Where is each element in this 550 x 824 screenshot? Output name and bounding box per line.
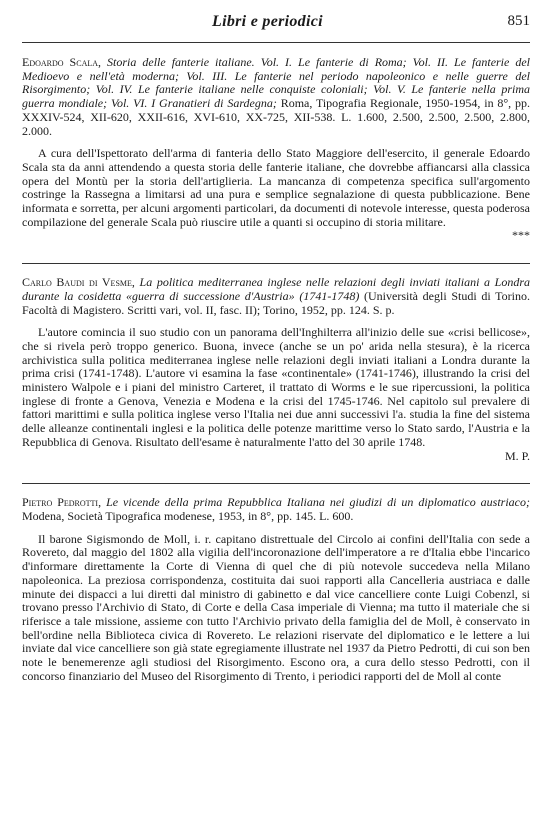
review-title: La politica mediterranea inglese nelle relazioni degli inviati italiani a Londra durante la cosidetta «guerra di successione d'Austria» (1741-1748): [22, 275, 530, 303]
separator-rule: [22, 483, 530, 484]
review-body: Il barone Sigismondo de Moll, i. r. capitano distrettuale del Circolo ai confini dell'Italia con sede a Rovereto, dal maggio del 1802 alla vigilia dell'incoronazione dell'imperatore a re d'Italia ebbe l'incarico d'informare direttamente la Corte di Vienna di quel che di più notevole succedeva nella Milano napoleonica. La preziosa corrispondenza, costituita dai suoi rapporti alla Cancelleria austriaca e dalle minute dei dispacci a lui diretti dal ministro di gabinetto e dal vice cancelliere conte Luigi Cobenzl, si trovano presso l'Archivio di Stato, di Corte e della Casa imperiale di Vienna; ma tutto il materiale che si riferisce a tale missione, assieme con tutto l'Archivio privato della famiglia del de Moll, è conservato in bell'ordine nella Biblioteca civica di Rovereto. Le relazioni riservate del diplomatico e le lettere a lui inviate dal vice cancelliere son già state egregiamente illustrate nel 1937 da Pietro Pedrotti, di cui son ben note le benemerenze agli studiosi del Risorgimento. Escono ora, a cura dello stesso Pedrotti, con il concorso finanziario del Museo del Risorgimento di Trento, i periodici rapporti del de Moll al conte: [22, 531, 530, 683]
citation: [22, 56, 530, 138]
review-publication: Roma, Tipografia Regionale, 1950-1954, in 8°, pp. XXXIV-524, XII-620, XXII-616, XVI-610, XX-725, XII-538. L. 1.600, 2.500, 2.500, 2.500, 2.800, 2.000.: [22, 96, 530, 138]
header-rule: [22, 42, 530, 43]
review-title: Le vicende della prima Repubblica Italiana nei giudizi di un diplomatico austriaco;: [106, 495, 530, 510]
citation: [22, 496, 530, 523]
citation: [22, 276, 530, 317]
review-title: Storia delle fanterie italiane. Vol. I. Le fanterie di Roma; Vol. II. Le fanterie del Medioevo e nell'età moderna; Vol. III. Le fanterie nel periodo napoleonico e nelle guerre del Risorgimento; Vol. IV. Le fanterie italiane nelle conquiste coloniali; Vol. V. Le fanterie nella prima guerra mondiale; Vol. VI. I Granatieri di Sardegna;: [22, 55, 531, 111]
page-header: [22, 10, 530, 32]
separator-rule: [22, 263, 530, 264]
review-author: Pietro Pedrotti,: [22, 495, 102, 510]
review-publication: (Università degli Studi di Torino. Facoltà di Magistero. Scritti vari, vol. II, fasc. II); Torino, 1952, pp. 124. S. p.: [22, 288, 531, 317]
page: [22, 10, 530, 683]
review-signature: M. P.: [504, 448, 530, 463]
review-signature: ***: [512, 228, 530, 243]
review-baudi-di-vesme: [22, 276, 530, 463]
review-body: A cura dell'Ispettorato dell'arma di fanteria dello Stato Maggiore dell'esercito, il generale Edoardo Scala sta da anni attendendo a questa storia delle fanterie italiane, che dovrebbe affiancarsi alla classica opera del Montù per la storia dell'artiglieria. La mancanza di competenza specifica sull'argomento costringe la Rassegna a limitarsi ad una pura e semplice segnalazione di questa pubblicazione. Bene informata e sorretta, per alcuni argomenti particolari, da documenti di notevole interesse, questa poderosa compilazione del generale Scala può riuscire utile a quanti si occupino di storia militare.: [22, 146, 530, 229]
section-title: Libri e periodici: [212, 13, 323, 30]
review-author: Edoardo Scala,: [22, 55, 102, 69]
review-publication: Modena, Società Tipografica modenese, 1953, in 8°, pp. 145. L. 600.: [22, 508, 354, 523]
review-body: L'autore comincia il suo studio con un panorama dell'Inghilterra all'inizio delle sue «crisi bellicose», che si rivela però troppo generico. Buona, invece (anche se un po' arida nella stesura), è la ricerca archivistica sulla politica mediterranea inglese nelle relazioni degli inviati italiani a Londra durante la prima crisi (1741-1748). L'autore vi esamina la fase «continentale» (1741-1746), illustrando la crisi del ministero Walpole e i piani del ministro Carteret, il trattato di Worms e le sue ripercussioni, la politica inglese di fronte a Genova, Venezia e Modena e la crisi del 1745-1746. Nel capitolo sul prevalere di fattori marittimi e sulla politica inglese verso l'Italia nei due anni successivi l'a. studia la fine del sistema delle alleanze continentali inglesi e la politica delle potenze marittime verso lo Stato sardo, l'Austria e la Repubblica di Genova. Risultato dell'esame è naturalmente l'atto del 30 aprile 1748.: [22, 325, 530, 449]
review-scala: [22, 56, 530, 243]
review-pedrotti: [22, 496, 530, 683]
review-author: Carlo Baudi di Vesme,: [22, 275, 135, 290]
page-number: 851: [507, 13, 530, 29]
